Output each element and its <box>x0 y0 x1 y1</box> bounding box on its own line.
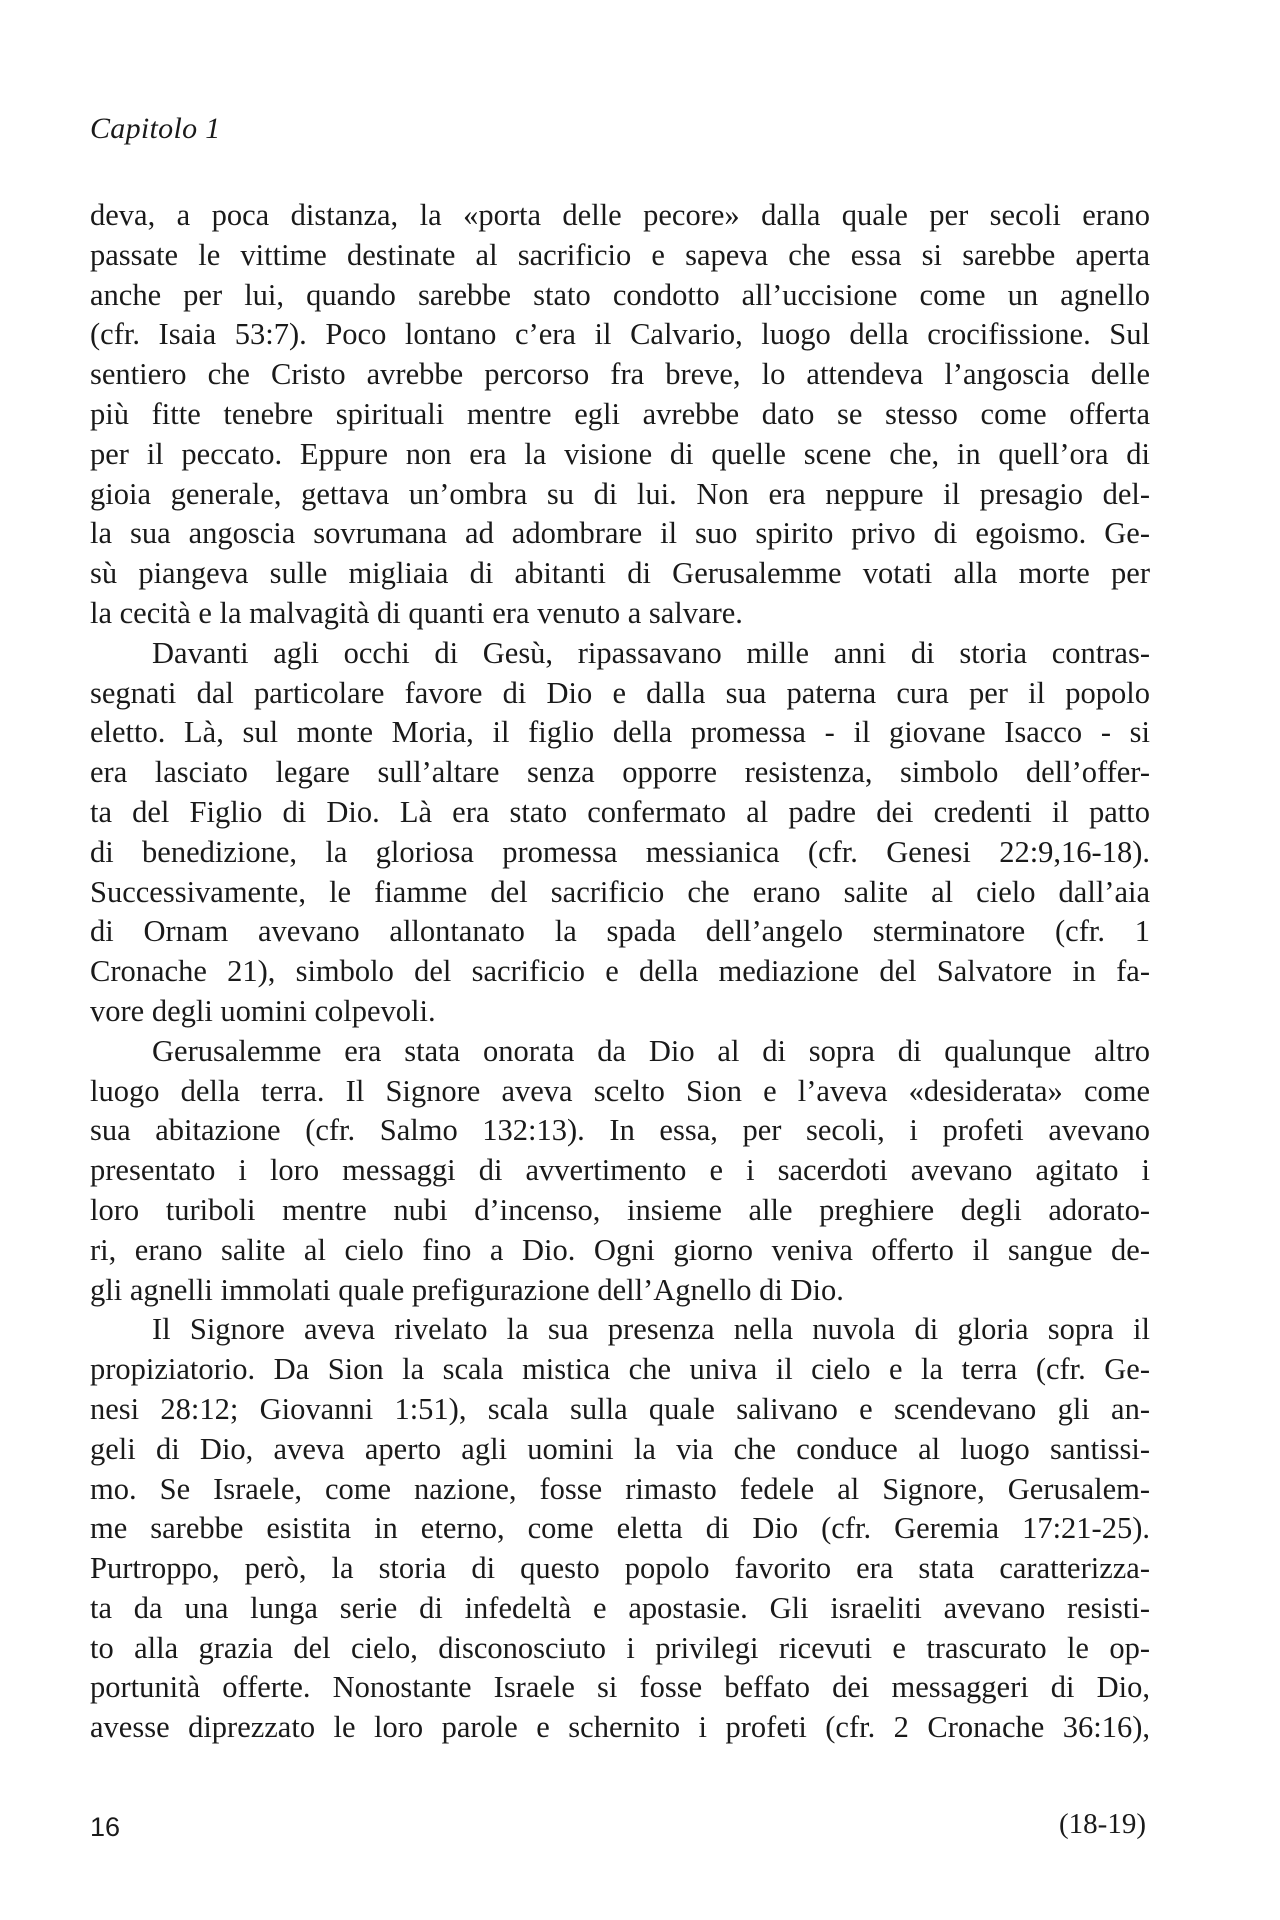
text-line: sentiero che Cristo avrebbe percorso fra breve, lo attendeva l’angoscia delle <box>90 357 1150 392</box>
paragraph <box>90 1032 1150 1311</box>
text-line: mo. Se Israele, come nazione, fosse rimasto fedele al Signore, Gerusalem- <box>90 1471 1150 1506</box>
text-line: ri, erano salite al cielo fino a Dio. Ogni giorno veniva offerto il sangue de- <box>90 1232 1150 1267</box>
text-line: Cronache 21), simbolo del sacrificio e della mediazione del Salvatore in fa- <box>90 954 1150 989</box>
text-line: nesi 28:12; Giovanni 1:51), scala sulla quale salivano e scendevano gli an- <box>90 1391 1150 1426</box>
text-line: sù piangeva sulle migliaia di abitanti di Gerusalemme votati alla morte per <box>90 556 1150 591</box>
text-line: la cecità e la malvagità di quanti era venuto a salvare. <box>90 595 743 630</box>
text-line: la sua angoscia sovrumana ad adombrare il suo spirito privo di egoismo. Ge- <box>90 516 1150 551</box>
text-line: geli di Dio, aveva aperto agli uomini la via che conduce al luogo santissi- <box>90 1431 1150 1466</box>
text-line: Davanti agli occhi di Gesù, ripassavano mille anni di storia contras- <box>152 635 1150 670</box>
text-line: Gerusalemme era stata onorata da Dio al di sopra di qualunque altro <box>152 1033 1150 1068</box>
text-line: eletto. Là, sul monte Moria, il figlio della promessa - il giovane Isacco - si <box>90 715 1150 750</box>
text-line: portunità offerte. Nonostante Israele si fosse beffato dei messaggeri di Dio, <box>90 1670 1150 1705</box>
text-line: presentato i loro messaggi di avvertimento e i sacerdoti avevano agitato i <box>90 1153 1150 1188</box>
text-line: anche per lui, quando sarebbe stato condotto all’uccisione come un agnello <box>90 277 1150 312</box>
text-line: di Ornam avevano allontanato la spada dell’angelo sterminatore (cfr. 1 <box>90 914 1150 949</box>
text-line: loro turiboli mentre nubi d’incenso, insieme alle preghiere degli adorato- <box>90 1192 1150 1227</box>
text-line: propiziatorio. Da Sion la scala mistica che univa il cielo e la terra (cfr. Ge- <box>90 1352 1150 1387</box>
text-line: Successivamente, le fiamme del sacrificio che erano salite al cielo dall’aia <box>90 874 1150 909</box>
page-number: 16 <box>90 1812 121 1842</box>
paragraph <box>90 634 1150 1032</box>
text-line: ta del Figlio di Dio. Là era stato confermato al padre dei credenti il patto <box>90 794 1150 829</box>
text-line: (cfr. Isaia 53:7). Poco lontano c’era il Calvario, luogo della crocifissione. Sul <box>90 317 1150 352</box>
body-text <box>90 196 1150 1748</box>
text-line: per il peccato. Eppure non era la visione di quelle scene che, in quell’ora di <box>90 436 1150 471</box>
text-line: segnati dal particolare favore di Dio e dalla sua paterna cura per il popolo <box>90 675 1150 710</box>
text-line: ta da una lunga serie di infedeltà e apostasie. Gli israeliti avevano resisti- <box>90 1590 1150 1625</box>
text-line: più fitte tenebre spirituali mentre egli avrebbe dato se stesso come offerta <box>90 396 1150 431</box>
paragraph <box>90 1310 1150 1748</box>
text-line: sua abitazione (cfr. Salmo 132:13). In essa, per secoli, i profeti avevano <box>90 1113 1150 1148</box>
text-line: avesse diprezzato le loro parole e schernito i profeti (cfr. 2 Cronache 36:16), <box>90 1710 1150 1745</box>
text-line: gioia generale, gettava un’ombra su di lui. Non era neppure il presagio del- <box>90 476 1150 511</box>
text-line: di benedizione, la gloriosa promessa messianica (cfr. Genesi 22:9,16-18). <box>90 834 1150 869</box>
text-line: vore degli uomini colpevoli. <box>90 993 436 1028</box>
text-line: to alla grazia del cielo, disconosciuto i privilegi ricevuti e trascurato le op- <box>90 1630 1150 1665</box>
text-line: passate le vittime destinate al sacrificio e sapeva che essa si sarebbe aperta <box>90 237 1150 272</box>
running-head: Capitolo 1 <box>90 112 221 145</box>
text-line: luogo della terra. Il Signore aveva scelto Sion e l’aveva «desiderata» come <box>90 1073 1150 1108</box>
page-reference: (18-19) <box>1059 1808 1146 1840</box>
text-line: gli agnelli immolati quale prefigurazione dell’Agnello di Dio. <box>90 1272 844 1307</box>
text-line: me sarebbe esistita in eterno, come eletta di Dio (cfr. Geremia 17:21-25). <box>90 1511 1150 1546</box>
text-line: Purtroppo, però, la storia di questo popolo favorito era stata caratterizza- <box>90 1551 1150 1586</box>
text-line: Il Signore aveva rivelato la sua presenza nella nuvola di gloria sopra il <box>152 1312 1150 1347</box>
text-line: era lasciato legare sull’altare senza opporre resistenza, simbolo dell’offer- <box>90 755 1150 790</box>
paragraph <box>90 196 1150 634</box>
text-line: deva, a poca distanza, la «porta delle pecore» dalla quale per secoli erano <box>90 198 1150 232</box>
